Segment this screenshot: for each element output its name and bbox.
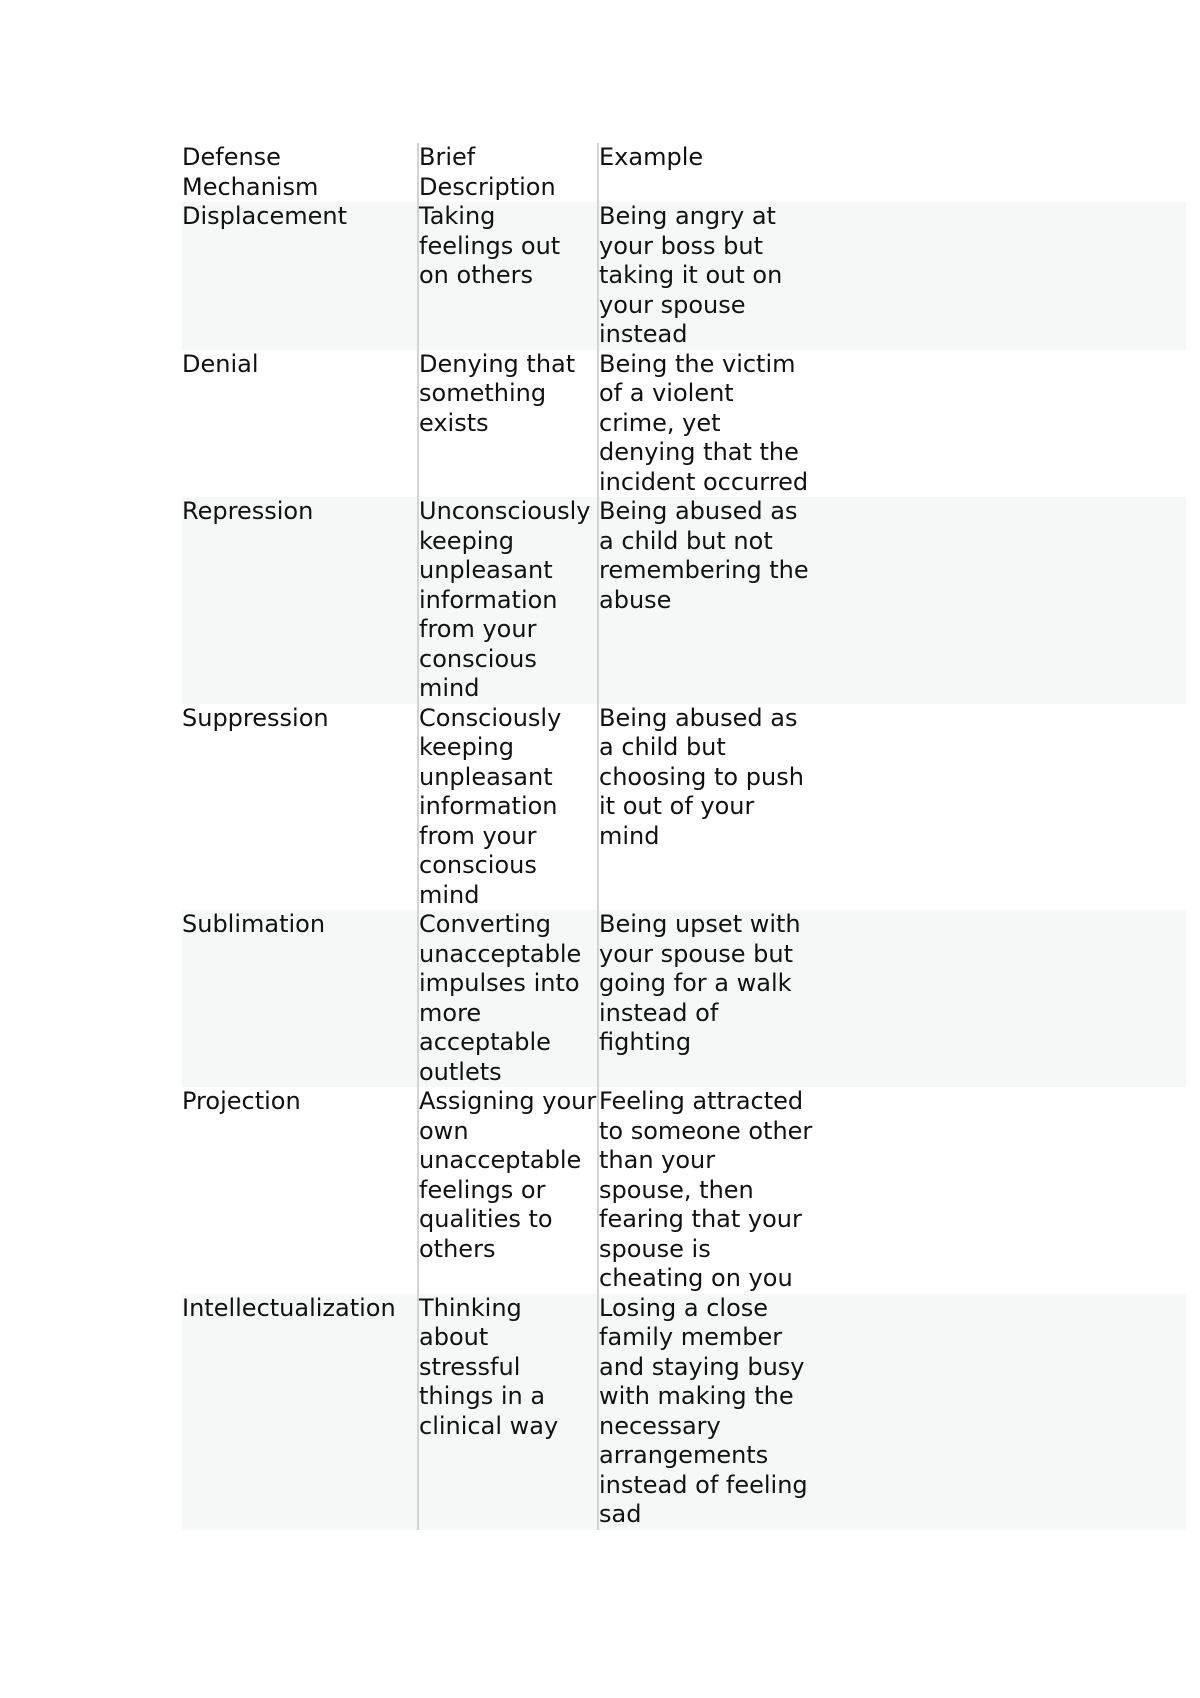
mechanism-cell: Projection — [182, 1087, 301, 1115]
header-cell-empty — [814, 143, 1186, 202]
table-header-row — [182, 143, 1186, 202]
mechanism-cell: Sublimation — [182, 910, 418, 1087]
empty-cell — [814, 704, 1186, 911]
description-cell: Thinking about stressful things in a clinical way — [418, 1294, 598, 1530]
example-cell: Losing a close family member and staying busy with making the necessary arrangements instead of feeling sad — [598, 1294, 814, 1530]
mechanism-cell: Suppression — [182, 703, 329, 732]
table-row — [182, 497, 1186, 704]
header-cell-example: Example — [598, 143, 814, 202]
header-cell-mechanism: Defense Mechanism — [182, 143, 418, 202]
empty-cell — [814, 910, 1186, 1087]
description-cell: Taking feelings out on others — [418, 202, 598, 350]
description-cell: Unconsciously keeping unpleasant information from your conscious mind — [418, 497, 598, 704]
table-row — [182, 202, 1186, 350]
table-row — [182, 1087, 1186, 1294]
empty-cell — [814, 350, 1186, 498]
empty-cell — [814, 1294, 1186, 1530]
description-cell: Consciously keeping unpleasant information from your conscious mind — [418, 704, 598, 911]
example-cell: Feeling attracted to someone other than your spouse, then fearing that your spouse is cheating on you — [599, 1087, 813, 1292]
description-cell: Converting unacceptable impulses into more acceptable outlets — [418, 910, 598, 1087]
example-cell: Being the victim of a violent crime, yet denying that the incident occurred — [598, 350, 814, 498]
table-row — [182, 910, 1186, 1087]
table-container — [182, 143, 1186, 1530]
mechanism-cell: Repression — [182, 497, 418, 704]
example-cell: Being angry at your boss but taking it out on your spouse instead — [598, 202, 814, 350]
mechanism-cell: Displacement — [182, 202, 418, 350]
empty-cell — [814, 202, 1186, 350]
description-cell: Denying that something exists — [418, 350, 598, 498]
empty-cell — [814, 497, 1186, 704]
description-cell: Assigning your own unacceptable feelings or qualities to others — [418, 1087, 598, 1294]
example-cell: Being upset with your spouse but going for a walk instead of fighting — [598, 910, 814, 1087]
header-cell-description: Brief Description — [418, 143, 598, 202]
defense-mechanisms-table — [182, 143, 1186, 1530]
table-row — [182, 1294, 1186, 1530]
example-cell: Being abused as a child but not remembering the abuse — [598, 497, 814, 704]
table-row — [182, 350, 1186, 498]
example-cell: Being abused as a child but choosing to push it out of your mind — [598, 704, 814, 911]
empty-cell — [814, 1087, 1186, 1294]
mechanism-cell: Denial — [182, 349, 259, 378]
mechanism-cell: Intellectualization — [182, 1294, 418, 1530]
table-row — [182, 704, 1186, 911]
